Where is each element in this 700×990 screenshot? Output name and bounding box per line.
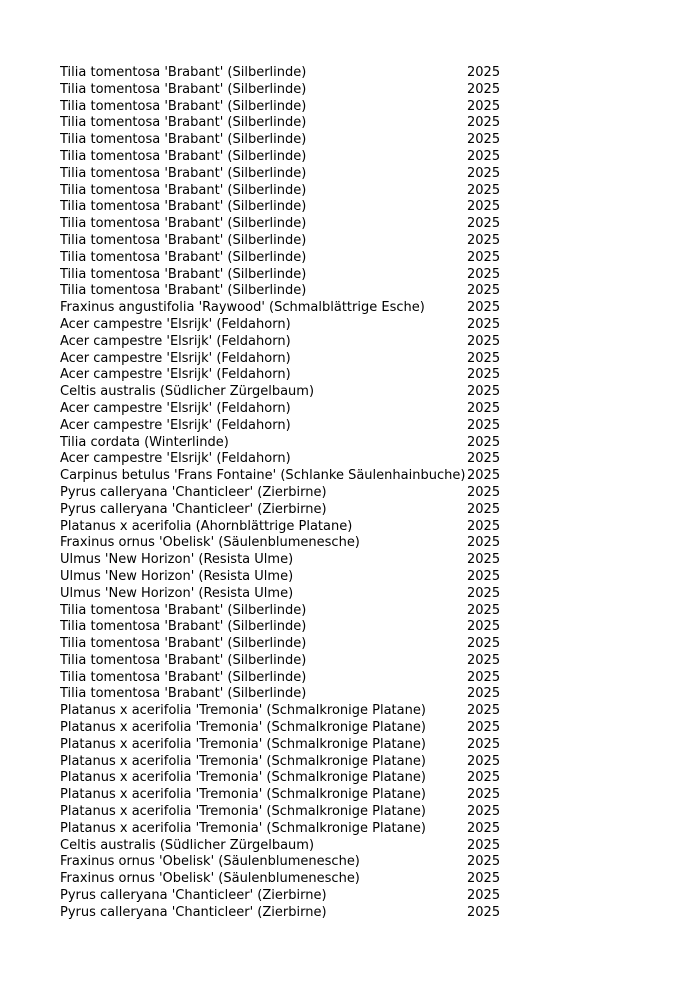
planting-year: 2025: [467, 367, 501, 383]
planting-year: 2025: [467, 266, 501, 282]
list-item: [60, 166, 520, 183]
list-item: [60, 351, 520, 368]
list-item: [60, 367, 520, 384]
list-item: [60, 787, 520, 804]
tree-species-name: Pyrus calleryana 'Chanticleer' (Zierbirne): [60, 501, 327, 517]
planting-year: 2025: [467, 98, 501, 114]
list-item: [60, 216, 520, 233]
list-item: [60, 451, 520, 468]
list-item: [60, 401, 520, 418]
tree-species-name: Platanus x acerifolia 'Tremonia' (Schmalkronige Platane): [60, 787, 426, 803]
planting-year: 2025: [467, 165, 501, 181]
tree-species-name: Tilia tomentosa 'Brabant' (Silberlinde): [60, 232, 307, 248]
tree-species-name: Tilia tomentosa 'Brabant' (Silberlinde): [60, 115, 307, 131]
planting-year: 2025: [467, 81, 501, 97]
tree-species-name: Tilia tomentosa 'Brabant' (Silberlinde): [60, 81, 307, 97]
planting-year: 2025: [467, 249, 501, 265]
tree-species-name: Platanus x acerifolia 'Tremonia' (Schmalkronige Platane): [60, 703, 426, 719]
tree-species-name: Acer campestre 'Elsrijk' (Feldahorn): [60, 350, 291, 366]
tree-species-name: Tilia tomentosa 'Brabant' (Silberlinde): [60, 98, 307, 114]
tree-species-name: Acer campestre 'Elsrijk' (Feldahorn): [60, 417, 291, 433]
list-item: [60, 535, 520, 552]
tree-species-name: Tilia tomentosa 'Brabant' (Silberlinde): [60, 652, 307, 668]
planting-year: 2025: [467, 333, 501, 349]
list-item: [60, 82, 520, 99]
list-item: [60, 670, 520, 687]
list-item: [60, 703, 520, 720]
planting-year: 2025: [467, 871, 501, 887]
list-item: [60, 871, 520, 888]
planting-year: 2025: [467, 283, 501, 299]
tree-species-name: Tilia tomentosa 'Brabant' (Silberlinde): [60, 199, 307, 215]
planting-year: 2025: [467, 148, 501, 164]
list-item: [60, 502, 520, 519]
planting-year: 2025: [467, 484, 501, 500]
planting-year: 2025: [467, 535, 501, 551]
planting-year: 2025: [467, 904, 501, 920]
list-item: [60, 905, 520, 922]
list-item: [60, 468, 520, 485]
tree-species-name: Tilia tomentosa 'Brabant' (Silberlinde): [60, 602, 307, 618]
list-item: [60, 770, 520, 787]
tree-species-name: Fraxinus ornus 'Obelisk' (Säulenblumenesche): [60, 535, 360, 551]
list-item: [60, 653, 520, 670]
planting-year: 2025: [467, 854, 501, 870]
tree-species-name: Platanus x acerifolia 'Tremonia' (Schmalkronige Platane): [60, 753, 426, 769]
planting-year: 2025: [467, 384, 501, 400]
planting-year: 2025: [467, 417, 501, 433]
list-item: [60, 754, 520, 771]
list-item: [60, 183, 520, 200]
list-item: [60, 854, 520, 871]
tree-species-name: Tilia tomentosa 'Brabant' (Silberlinde): [60, 669, 307, 685]
list-item: [60, 636, 520, 653]
planting-year: 2025: [467, 468, 501, 484]
planting-year: 2025: [467, 753, 501, 769]
tree-species-name: Tilia cordata (Winterlinde): [60, 434, 229, 450]
list-item: [60, 199, 520, 216]
tree-species-name: Fraxinus ornus 'Obelisk' (Säulenblumenesche): [60, 854, 360, 870]
tree-species-name: Tilia tomentosa 'Brabant' (Silberlinde): [60, 65, 307, 80]
list-item: [60, 115, 520, 132]
list-item: [60, 720, 520, 737]
tree-species-name: Tilia tomentosa 'Brabant' (Silberlinde): [60, 132, 307, 148]
list-item: [60, 804, 520, 821]
planting-year: 2025: [467, 602, 501, 618]
list-item: [60, 99, 520, 116]
tree-species-name: Celtis australis (Südlicher Zürgelbaum): [60, 837, 315, 853]
list-item: [60, 619, 520, 636]
tree-species-name: Carpinus betulus 'Frans Fontaine' (Schlanke Säulenhainbuche): [60, 468, 466, 484]
list-item: [60, 586, 520, 603]
tree-species-name: Tilia tomentosa 'Brabant' (Silberlinde): [60, 249, 307, 265]
planting-year: 2025: [467, 216, 501, 232]
list-item: [60, 569, 520, 586]
planting-year: 2025: [467, 703, 501, 719]
planting-year: 2025: [467, 65, 501, 80]
tree-species-name: Ulmus 'New Horizon' (Resista Ulme): [60, 552, 294, 568]
tree-species-name: Platanus x acerifolia 'Tremonia' (Schmalkronige Platane): [60, 720, 426, 736]
planting-year: 2025: [467, 316, 501, 332]
planting-year: 2025: [467, 350, 501, 366]
planting-year: 2025: [467, 770, 501, 786]
tree-species-name: Tilia tomentosa 'Brabant' (Silberlinde): [60, 283, 307, 299]
list-item: [60, 485, 520, 502]
planting-year: 2025: [467, 552, 501, 568]
list-item: [60, 821, 520, 838]
tree-species-name: Pyrus calleryana 'Chanticleer' (Zierbirne): [60, 904, 327, 920]
list-item: [60, 686, 520, 703]
planting-year: 2025: [467, 652, 501, 668]
tree-species-name: Celtis australis (Südlicher Zürgelbaum): [60, 384, 315, 400]
tree-species-name: Ulmus 'New Horizon' (Resista Ulme): [60, 568, 294, 584]
tree-species-name: Pyrus calleryana 'Chanticleer' (Zierbirne): [60, 888, 327, 904]
tree-species-name: Tilia tomentosa 'Brabant' (Silberlinde): [60, 619, 307, 635]
list-item: [60, 283, 520, 300]
list-item: [60, 132, 520, 149]
planting-year: 2025: [467, 636, 501, 652]
list-item: [60, 233, 520, 250]
list-item: [60, 334, 520, 351]
planting-year: 2025: [467, 434, 501, 450]
tree-list: [60, 65, 520, 922]
planting-year: 2025: [467, 787, 501, 803]
planting-year: 2025: [467, 568, 501, 584]
list-item: [60, 300, 520, 317]
tree-species-name: Tilia tomentosa 'Brabant' (Silberlinde): [60, 686, 307, 702]
tree-species-name: Tilia tomentosa 'Brabant' (Silberlinde): [60, 216, 307, 232]
planting-year: 2025: [467, 720, 501, 736]
tree-species-name: Platanus x acerifolia 'Tremonia' (Schmalkronige Platane): [60, 804, 426, 820]
tree-species-name: Acer campestre 'Elsrijk' (Feldahorn): [60, 333, 291, 349]
list-item: [60, 250, 520, 267]
list-item: [60, 384, 520, 401]
planting-year: 2025: [467, 400, 501, 416]
tree-species-name: Tilia tomentosa 'Brabant' (Silberlinde): [60, 182, 307, 198]
list-item: [60, 519, 520, 536]
list-item: [60, 149, 520, 166]
planting-year: 2025: [467, 199, 501, 215]
planting-year: 2025: [467, 619, 501, 635]
planting-year: 2025: [467, 501, 501, 517]
planting-year: 2025: [467, 837, 501, 853]
list-item: [60, 888, 520, 905]
tree-species-name: Acer campestre 'Elsrijk' (Feldahorn): [60, 451, 291, 467]
list-item: [60, 65, 520, 82]
tree-species-name: Acer campestre 'Elsrijk' (Feldahorn): [60, 367, 291, 383]
list-item: [60, 552, 520, 569]
planting-year: 2025: [467, 736, 501, 752]
tree-species-name: Tilia tomentosa 'Brabant' (Silberlinde): [60, 165, 307, 181]
tree-species-name: Tilia tomentosa 'Brabant' (Silberlinde): [60, 636, 307, 652]
planting-year: 2025: [467, 686, 501, 702]
planting-year: 2025: [467, 182, 501, 198]
tree-species-name: Fraxinus angustifolia 'Raywood' (Schmalblättrige Esche): [60, 300, 425, 316]
list-item: [60, 435, 520, 452]
tree-species-name: Pyrus calleryana 'Chanticleer' (Zierbirne): [60, 484, 327, 500]
planting-year: 2025: [467, 585, 501, 601]
tree-species-name: Platanus x acerifolia 'Tremonia' (Schmalkronige Platane): [60, 770, 426, 786]
tree-species-name: Acer campestre 'Elsrijk' (Feldahorn): [60, 316, 291, 332]
planting-year: 2025: [467, 132, 501, 148]
planting-year: 2025: [467, 300, 501, 316]
planting-year: 2025: [467, 232, 501, 248]
tree-species-name: Platanus x acerifolia (Ahornblättrige Platane): [60, 518, 353, 534]
list-item: [60, 418, 520, 435]
planting-year: 2025: [467, 804, 501, 820]
list-item: [60, 317, 520, 334]
planting-year: 2025: [467, 669, 501, 685]
planting-year: 2025: [467, 820, 501, 836]
tree-species-name: Tilia tomentosa 'Brabant' (Silberlinde): [60, 148, 307, 164]
tree-species-name: Tilia tomentosa 'Brabant' (Silberlinde): [60, 266, 307, 282]
planting-year: 2025: [467, 115, 501, 131]
list-item: [60, 267, 520, 284]
tree-species-name: Fraxinus ornus 'Obelisk' (Säulenblumenesche): [60, 871, 360, 887]
planting-year: 2025: [467, 451, 501, 467]
tree-species-name: Acer campestre 'Elsrijk' (Feldahorn): [60, 400, 291, 416]
tree-species-name: Ulmus 'New Horizon' (Resista Ulme): [60, 585, 294, 601]
list-item: [60, 737, 520, 754]
tree-species-name: Platanus x acerifolia 'Tremonia' (Schmalkronige Platane): [60, 820, 426, 836]
planting-year: 2025: [467, 518, 501, 534]
tree-species-name: Platanus x acerifolia 'Tremonia' (Schmalkronige Platane): [60, 736, 426, 752]
list-item: [60, 603, 520, 620]
planting-year: 2025: [467, 888, 501, 904]
list-item: [60, 838, 520, 855]
